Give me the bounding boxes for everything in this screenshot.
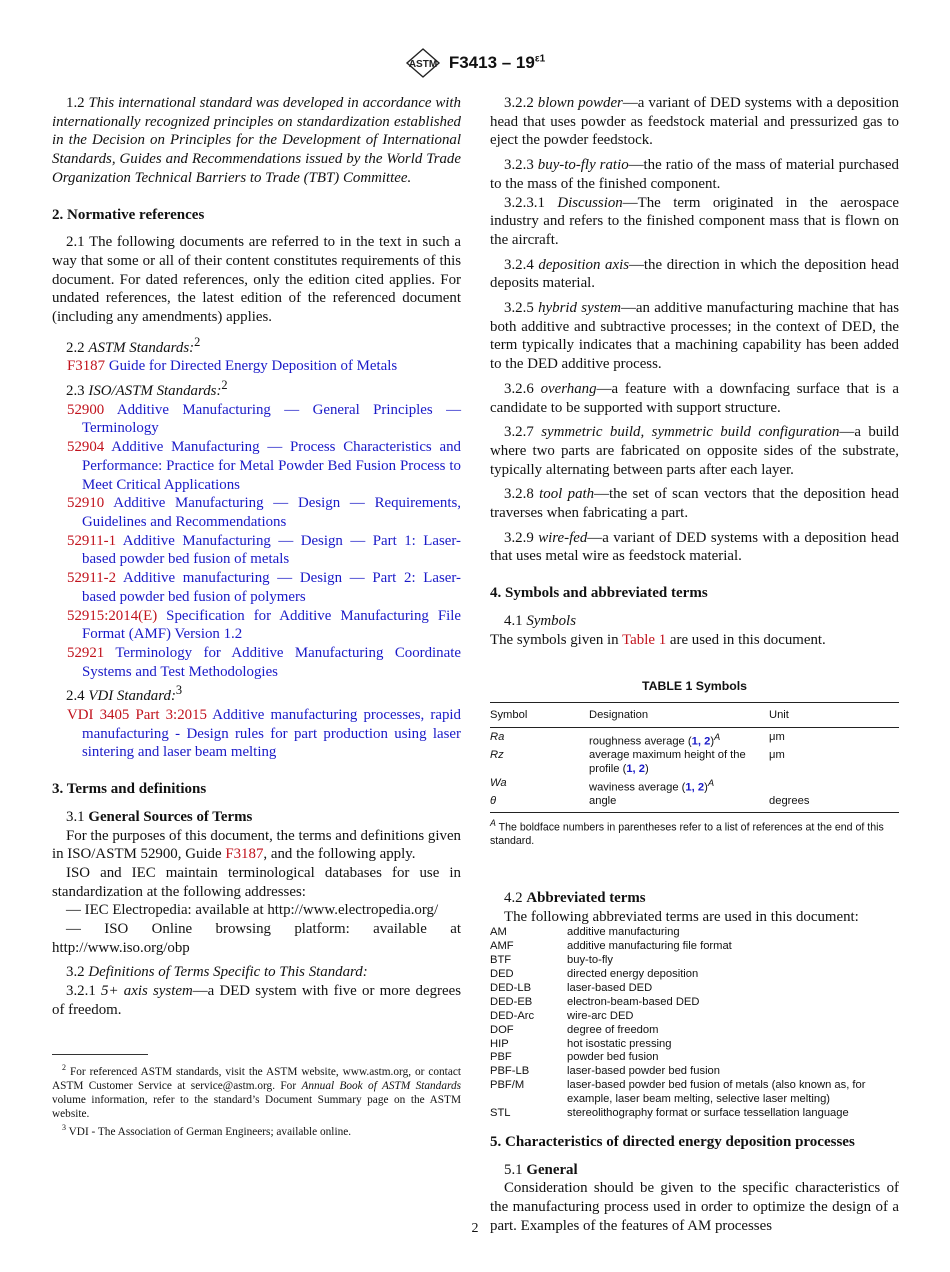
definition-term: buy-to-fly ratio	[537, 157, 629, 174]
definition-term: hybrid system	[538, 300, 622, 317]
reference-item	[67, 706, 461, 762]
reference-code-link[interactable]: F3187	[67, 358, 106, 375]
symbol-cell	[490, 727, 589, 749]
paragraph-2-1: 2.1 The following documents are referred to in the text in such a way that some or all of their content constitutes requirements of this document. For dated references, only the edition cited applies. For undated references, the latest edition of the referenced document (including any amendments) applies.	[52, 234, 461, 326]
table-1-footnote: $^A$ The boldface numbers in parentheses refer to a list of references at the end of this standard.	[490, 818, 884, 848]
abbreviation-term: HIP	[490, 1037, 509, 1050]
designation-cell: roughness average (1, 2)$^A$	[589, 731, 721, 748]
reference-item	[67, 438, 461, 494]
paragraph-4-1: The symbols given in Table 1 are used in this document.	[490, 631, 826, 648]
designation-text: roughness average	[589, 735, 685, 748]
definition-term: wire-fed	[538, 529, 588, 546]
paragraph-2-2: 2.2 ASTM Standards:$^2$	[66, 334, 201, 356]
reference-title-link[interactable]: Specification for Additive Manufacturing File Format (AMF) Version 1.2	[82, 607, 461, 643]
definition-item	[490, 156, 899, 193]
reference-title-link[interactable]: Additive Manufacturing — Design — Part 1: Laser-based powder bed fusion of metals	[82, 532, 461, 568]
abbreviation-term: PBF/M	[490, 1079, 525, 1092]
definition-number: 3.2.4	[504, 256, 534, 273]
definitions-list	[490, 94, 899, 566]
abbreviation-row	[490, 1065, 899, 1079]
definition-term: deposition axis	[538, 256, 630, 273]
table-header-cell: Unit	[769, 702, 899, 727]
abbreviation-row	[490, 1010, 899, 1024]
f3187-link[interactable]: F3187	[225, 846, 264, 863]
paragraph-3-1-databases: ISO and IEC maintain terminological databases for use in standardization at the following addresses:	[52, 864, 461, 900]
abbreviation-meaning: electron-beam-based DED	[567, 995, 700, 1008]
paragraph-3-1-title: 3.1 General Sources of Terms	[66, 808, 253, 825]
table-note-mark: A	[714, 731, 721, 742]
reference-title-link[interactable]: Guide for Directed Energy Deposition of Metals	[108, 358, 398, 375]
definition-number: 3.2.3	[504, 157, 534, 174]
abbreviation-meaning: directed energy deposition	[567, 967, 699, 980]
definition-text: —a variant of DED systems with a deposition head that uses metal wire as feedstock material.	[490, 529, 899, 565]
reference-code-link[interactable]: 52911-2	[67, 570, 117, 587]
reference-code-link[interactable]: 52904	[67, 439, 105, 456]
symbol-text: Ra	[490, 730, 505, 743]
abbreviation-row	[490, 1107, 899, 1121]
definition-term: blown powder	[537, 95, 623, 111]
table-header-cell: Symbol	[490, 702, 589, 727]
unit-cell	[769, 777, 899, 796]
reference-code-link[interactable]: 52911-1	[67, 532, 117, 549]
reference-item	[67, 607, 461, 644]
section-3-heading: 3. Terms and definitions	[52, 781, 207, 798]
definition-item	[490, 529, 899, 566]
definition-item	[490, 485, 899, 522]
symbol-cell	[490, 795, 589, 812]
definition-text: —The term originated in the aerospace industry and refers to the finished component mass that is flown on the aircraft.	[490, 194, 899, 248]
reference-numbers-link[interactable]: 1, 2	[691, 735, 711, 748]
paragraph-1-2: 1.2 This international standard was developed in accordance with internationally recognized principles on standardization established in the Decision on Principles for the Development of International Standards, Guides and Recommendations issued by the World Trade Organization Technical Barriers to Trade (TBT) Committee.	[52, 95, 461, 186]
abbreviation-term: DED-EB	[490, 995, 533, 1008]
paragraph-3-2-1: 3.2.1 5+ axis system—a DED system with five or more degrees of freedom.	[52, 983, 461, 1018]
reference-code-link[interactable]: 52921	[67, 644, 105, 661]
abbreviation-meaning: stereolithography format or surface tessellation language	[567, 1107, 849, 1120]
table-row	[490, 795, 899, 812]
definition-item	[490, 256, 899, 293]
definition-text: —an additive manufacturing machine that has both additive and subtractive processes; in the context of DED, the term typically indicates that a machining capability has been added to the DED additive process.	[490, 300, 899, 373]
reference-title-link[interactable]: Additive manufacturing — Design — Part 2: Laser-based powder bed fusion of polymers	[82, 570, 461, 605]
paragraph-2-3: 2.3 ISO/ASTM Standards:$^2$	[66, 378, 228, 400]
table-note-mark: A	[707, 777, 715, 788]
abbreviation-row	[490, 1051, 899, 1065]
abbreviation-meaning: powder bed fusion	[567, 1051, 659, 1064]
definition-text: —a build where two parts are fabricated on opposite sides of the substrate, typically alternating between parts after each layer.	[490, 424, 899, 478]
definition-term: tool path	[539, 486, 595, 503]
designation-text: average maximum height of the profile	[589, 749, 746, 776]
paragraph-3-1: For the purposes of this document, the terms and definitions given in ISO/ASTM 52900, Guide F3187, and the following apply.	[52, 827, 461, 863]
table-1-title: TABLE 1 Symbols	[642, 679, 747, 694]
document-designation: $F3413 - 19^{\varepsilon 1}$	[448, 53, 546, 72]
paragraph-5-1-title: 5.1 General	[504, 1161, 578, 1178]
reference-item	[67, 644, 461, 681]
reference-item	[67, 532, 461, 569]
table-1-link[interactable]: Table 1	[622, 631, 667, 648]
section-4-heading: 4. Symbols and abbreviated terms	[490, 585, 708, 602]
reference-code-link[interactable]: 52900	[67, 401, 105, 418]
definition-term: overhang	[540, 380, 597, 397]
reference-numbers-link[interactable]: 1, 2	[626, 763, 645, 776]
table-row	[490, 727, 899, 749]
definition-item	[490, 94, 899, 150]
table-row	[490, 777, 899, 796]
reference-item	[67, 494, 461, 531]
symbol-text: θ	[490, 795, 497, 808]
abbreviation-row	[490, 1079, 899, 1107]
paragraph-5-1: Consideration should be given to the specific characteristics of the manufacturing process used in order to optimize the design of a part. Examples of the features of AM processes	[490, 1180, 899, 1234]
abbreviation-term: STL	[490, 1107, 511, 1120]
abbreviations-table	[490, 926, 899, 1121]
footnote-3: $^3$ VDI - The Association of German Engineers; available online.	[62, 1123, 352, 1138]
abbreviation-row	[490, 968, 899, 982]
definition-term: Discussion	[557, 194, 623, 211]
left-column	[52, 94, 461, 1139]
definition-text: —the ratio of the mass of material purchased to the mass of the finished component.	[490, 157, 899, 192]
definition-text: —a feature with a downfacing surface that is a candidate to be supported with support structure.	[490, 380, 899, 416]
reference-item	[67, 401, 461, 438]
unit-cell: μm	[769, 730, 785, 743]
table-row	[490, 749, 899, 777]
abbreviation-meaning: laser-based powder bed fusion	[567, 1065, 720, 1078]
reference-code-link[interactable]: VDI 3405 Part 3:2015	[67, 707, 207, 723]
abbreviation-meaning: additive manufacturing	[567, 926, 680, 939]
paragraph-4-2: The following abbreviated terms are used in this document:	[504, 908, 859, 925]
symbol-cell	[490, 777, 589, 796]
abbreviation-row	[490, 982, 899, 996]
astm-logo-icon	[405, 48, 441, 78]
astm-reference-list	[52, 357, 461, 376]
symbols-table	[490, 702, 899, 813]
definition-number: 3.2.7	[504, 424, 534, 441]
designation-cell	[589, 795, 769, 812]
abbreviation-row	[490, 954, 899, 968]
page-number: 2	[471, 1221, 479, 1236]
reference-numbers-link[interactable]: 1, 2	[685, 781, 705, 794]
abbreviation-row	[490, 926, 899, 940]
abbreviation-term: DED	[490, 967, 514, 980]
reference-code-link[interactable]: 52910	[67, 495, 105, 512]
reference-title-link[interactable]: Additive Manufacturing — Design — Requirements, Guidelines and Recommendations	[82, 495, 461, 530]
paragraph-3-2: 3.2 Definitions of Terms Specific to This Standard:	[66, 964, 368, 981]
abbreviation-meaning: wire-arc DED	[567, 1009, 634, 1022]
definition-item	[490, 423, 899, 479]
definition-text: —a variant of DED systems with a deposition head that uses powder as feedstock material and pressurized gas to eject the powder feedstock.	[490, 95, 899, 149]
table-header-cell: Designation	[589, 702, 769, 727]
designation-cell: waviness average (1, 2)$^A$	[589, 777, 715, 794]
footnote-2: $^2$ For referenced ASTM standards, visit the ASTM website, www.astm.org, or contact ASTM Customer Service at service@astm.org. For Annual Book of ASTM Standards volume information, refer to the standard’s Document Summary page on the ASTM website.	[52, 1062, 462, 1120]
abbreviation-term: DED-LB	[490, 981, 532, 994]
logo-text: ASTM	[408, 59, 437, 70]
definition-number: 3.2.5	[504, 300, 534, 317]
abbreviation-meaning: degree of freedom	[567, 1023, 659, 1036]
section-2-heading: 2. Normative references	[52, 206, 205, 223]
definition-item	[490, 380, 899, 417]
definition-number: 3.2.6	[504, 380, 534, 397]
abbreviation-row	[490, 1038, 899, 1052]
abbreviation-meaning: laser-based powder bed fusion of metals (also known as, for example, laser beam melting, selective laser melting)	[567, 1079, 866, 1106]
abbreviation-row	[490, 996, 899, 1010]
designation-text: angle	[589, 795, 617, 808]
definition-number: 3.2.2	[504, 95, 534, 111]
definition-item	[490, 299, 899, 374]
reference-title-link[interactable]: Additive Manufacturing — Process Characteristics and Performance: Practice for Metal Powder Bed Fusion Process to Meet Critical Applications	[82, 439, 461, 493]
designation-text: waviness average	[589, 781, 679, 794]
definition-number: 3.2.3.1	[504, 194, 545, 211]
abbreviation-term: AMF	[490, 940, 514, 953]
reference-title-link[interactable]: Terminology for Additive Manufacturing Coordinate Systems and Test Methodologies	[82, 644, 461, 680]
abbreviation-meaning: laser-based DED	[567, 981, 653, 994]
definition-number: 3.2.9	[504, 529, 534, 546]
paragraph-4-2-title: 4.2 Abbreviated terms	[504, 889, 646, 906]
abbreviation-term: BTF	[490, 954, 512, 967]
paragraph-4-1-title: 4.1 Symbols	[504, 612, 576, 629]
paragraph-2-4: 2.4 VDI Standard:$^3$	[66, 683, 183, 705]
abbreviation-term: PBF	[490, 1051, 512, 1064]
symbol-cell	[490, 749, 589, 777]
definition-item	[490, 194, 899, 250]
abbreviation-meaning: additive manufacturing file format	[567, 940, 732, 953]
definition-term: symmetric build, symmetric build configuration	[541, 424, 840, 441]
right-column	[490, 94, 899, 1235]
abbreviation-meaning: buy-to-fly	[567, 954, 614, 967]
reference-title-link[interactable]: Additive Manufacturing — General Principles — Terminology	[82, 401, 462, 437]
definition-text: —the set of scan vectors that the deposition head traverses when fabricating a part.	[490, 486, 899, 522]
vdi-reference-list	[52, 706, 461, 762]
iso-reference-list	[52, 401, 461, 682]
reference-code-link[interactable]: 52915:2014(E)	[67, 607, 158, 624]
footnote-divider	[52, 1054, 148, 1055]
definition-number: 3.2.8	[504, 486, 534, 503]
abbreviation-term: AM	[490, 926, 507, 939]
unit-cell: μm	[769, 749, 785, 762]
abbreviation-meaning: hot isostatic pressing	[567, 1037, 672, 1050]
designation-cell: average maximum height of the profile (1, 2)	[589, 749, 746, 776]
unit-cell: degrees	[769, 795, 810, 808]
abbreviation-term: DED-Arc	[490, 1009, 535, 1022]
abbreviation-term: DOF	[490, 1023, 514, 1036]
reference-item	[67, 357, 461, 376]
reference-item	[67, 569, 461, 606]
symbol-text: Rz	[490, 749, 504, 762]
page-header	[0, 48, 950, 83]
section-5-heading: 5. Characteristics of directed energy deposition processes	[490, 1133, 855, 1150]
abbreviation-row	[490, 940, 899, 954]
abbreviation-term: PBF-LB	[490, 1065, 530, 1078]
reference-title-link[interactable]: Additive manufacturing processes, rapid manufacturing - Design rules for part production using laser sintering and laser beam melting	[82, 707, 461, 761]
symbol-text: Wa	[490, 776, 507, 789]
abbreviation-row	[490, 1024, 899, 1038]
iso-obp-line: — ISO Online browsing platform: available at http://www.iso.org/obp	[52, 921, 461, 956]
iec-electropedia-line: — IEC Electropedia: available at http://www.electropedia.org/	[66, 902, 439, 919]
definition-text: —the direction in which the deposition head deposits material.	[490, 256, 899, 292]
